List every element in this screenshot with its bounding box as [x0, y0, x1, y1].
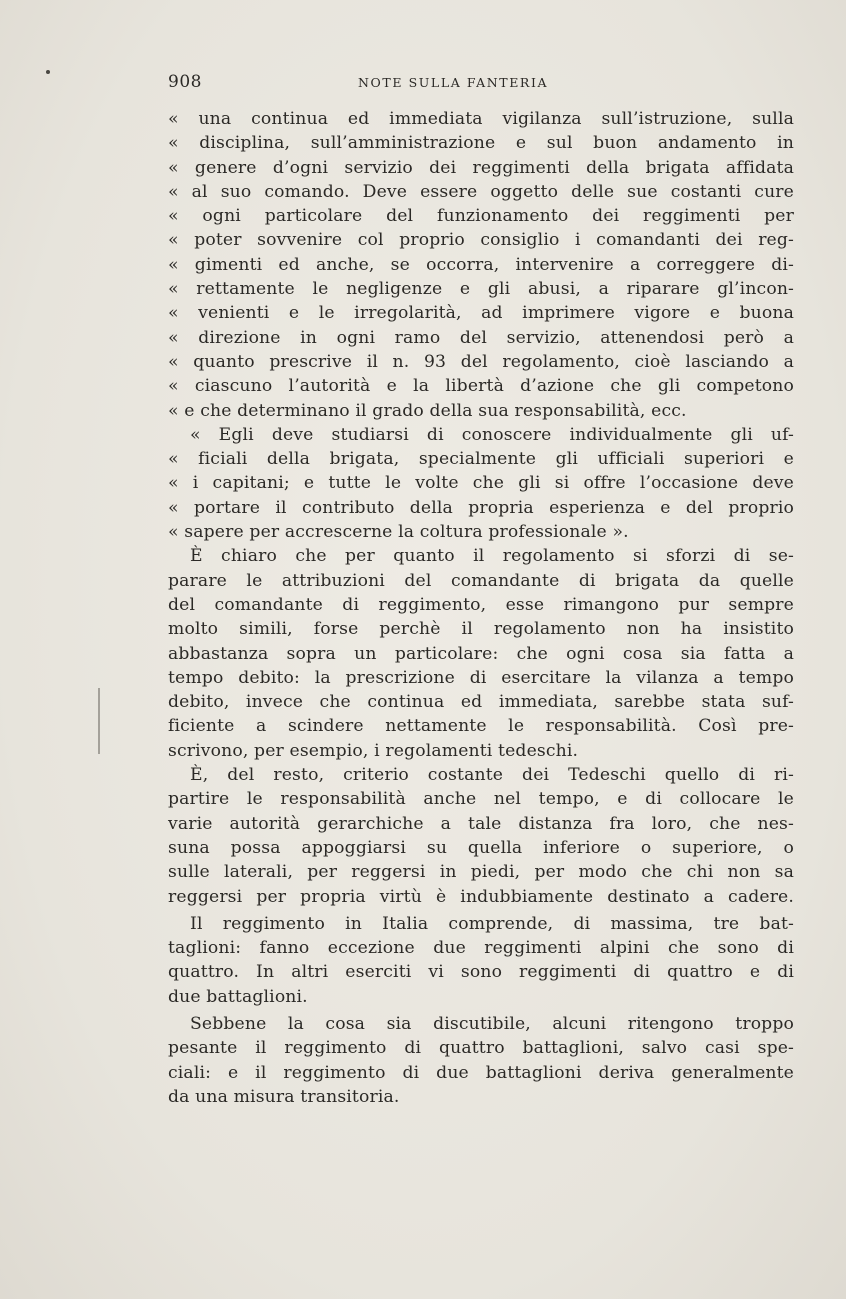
- text-line: « al suo comando. Deve essere oggetto delle sue costanti cure: [168, 181, 794, 202]
- page-header: [168, 72, 794, 96]
- text-line: « ciascuno l’autorità e la libertà d’azione che gli competono: [168, 376, 794, 397]
- text-line: « direzione in ogni ramo del servizio, attenendosi però a: [168, 327, 794, 348]
- text-line: Sebbene la cosa sia discutibile, alcuni ritengono troppo: [190, 1013, 794, 1034]
- running-title: NOTE SULLA FANTERIA: [358, 75, 549, 90]
- text-line: « venienti e le irregolarità, ad imprimere vigore e buona: [168, 303, 794, 324]
- text-line: « una continua ed immediata vigilanza sull’istruzione, sulla: [168, 109, 794, 129]
- text-line: « Egli deve studiarsi di conoscere individualmente gli uf-: [190, 424, 794, 445]
- text-line: molto simili, forse perchè il regolamento non ha insistito: [168, 619, 794, 640]
- text-line: scrivono, per esempio, i regolamenti tedeschi.: [168, 740, 579, 761]
- text-line: « disciplina, sull’amministrazione e sul buon andamento in: [168, 133, 794, 154]
- text-line: « sapere per accrescerne la coltura professionale ».: [168, 522, 629, 543]
- text-line: « rettamente le negligenze e gli abusi, a riparare gl’incon-: [168, 279, 794, 300]
- text-line: due battaglioni.: [168, 986, 308, 1007]
- text-line: del comandante di reggimento, esse rimangono pur sempre: [168, 594, 794, 615]
- text-line: È, del resto, criterio costante dei Tedeschi quello di ri-: [190, 765, 794, 786]
- text-line: quattro. In altri eserciti vi sono reggimenti di quattro e di: [168, 962, 794, 983]
- text-line: È chiaro che per quanto il regolamento si sforzi di se-: [190, 546, 794, 567]
- text-line: « e che determinano il grado della sua responsabilità, ecc.: [168, 400, 687, 421]
- text-line: suna possa appoggiarsi su quella inferiore o superiore, o: [168, 837, 794, 858]
- text-line: da una misura transitoria.: [168, 1086, 400, 1107]
- text-line: « gimenti ed anche, se occorra, intervenire a correggere di-: [168, 254, 794, 275]
- text-line: sulle laterali, per reggersi in piedi, per modo che chi non sa: [168, 862, 794, 883]
- margin-pencil-mark: [98, 688, 100, 754]
- text-line: « ogni particolare del funzionamento dei reggimenti per: [168, 206, 794, 227]
- text-line: ficiente a scindere nettamente le responsabilità. Così pre-: [168, 716, 794, 737]
- ink-speck: [46, 70, 50, 74]
- text-line: « poter sovvenire col proprio consiglio i comandanti dei reg-: [168, 230, 794, 251]
- text-line: reggersi per propria virtù è indubbiamente destinato a cadere.: [168, 886, 794, 907]
- text-line: debito, invece che continua ed immediata, sarebbe stata suf-: [168, 692, 794, 713]
- text-line: varie autorità gerarchiche a tale distanza fra loro, che nes-: [168, 813, 794, 834]
- text-line: ciali: e il reggimento di due battaglioni deriva generalmente: [168, 1062, 794, 1083]
- body-text: [168, 107, 794, 1109]
- text-line: abbastanza sopra un particolare: che ogni cosa sia fatta a: [168, 643, 794, 664]
- text-line: pesante il reggimento di quattro battaglioni, salvo casi spe-: [168, 1038, 794, 1059]
- text-line: tempo debito: la prescrizione di esercitare la vilanza a tempo: [168, 667, 794, 688]
- text-line: partire le responsabilità anche nel tempo, e di collocare le: [168, 789, 794, 810]
- text-line: « portare il contributo della propria esperienza e del proprio: [168, 497, 794, 518]
- text-line: « genere d’ogni servizio dei reggimenti della brigata affidata: [168, 157, 794, 178]
- page-number: 908: [168, 72, 202, 92]
- text-line: parare le attribuzioni del comandante di brigata da quelle: [168, 570, 794, 591]
- text-line: taglioni: fanno eccezione due reggimenti alpini che sono di: [168, 938, 794, 959]
- text-line: « i capitani; e tutte le volte che gli si offre l’occasione deve: [168, 473, 794, 494]
- text-line: « ficiali della brigata, specialmente gli ufficiali superiori e: [168, 449, 794, 470]
- text-line: Il reggimento in Italia comprende, di massima, tre bat-: [190, 913, 794, 934]
- text-line: « quanto prescrive il n. 93 del regolamento, cioè lasciando a: [168, 351, 794, 372]
